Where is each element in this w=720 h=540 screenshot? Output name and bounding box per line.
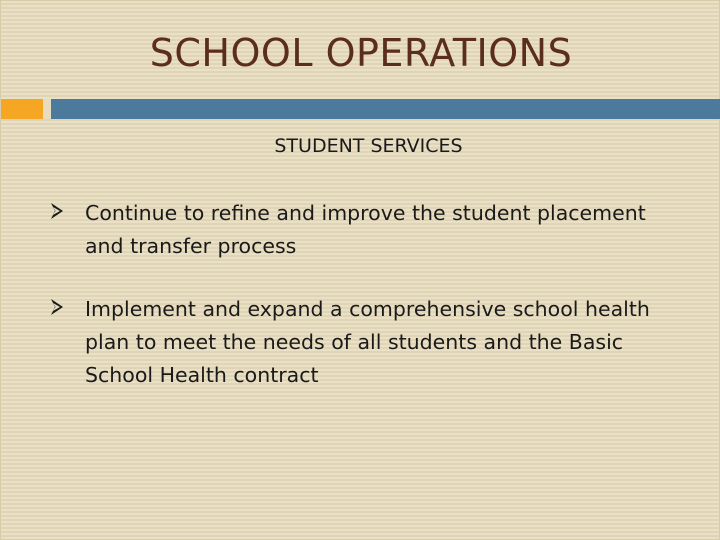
slide-subtitle: STUDENT SERVICES	[274, 135, 463, 157]
bullet-item	[1, 293, 720, 392]
accent-bar-gap	[43, 99, 51, 119]
bullet-item	[1, 197, 720, 263]
accent-bar-orange	[1, 99, 43, 119]
accent-bar-blue	[51, 99, 720, 119]
arrow-bullet-icon	[49, 296, 65, 318]
bullet-text: Implement and expand a comprehensive school health plan to meet the needs of all students and the Basic School Health contract	[85, 297, 650, 387]
slide-title: SCHOOL OPERATIONS	[149, 31, 573, 75]
arrow-bullet-icon	[49, 200, 65, 222]
bullet-list	[1, 197, 720, 422]
bullet-text: Continue to refine and improve the student placement and transfer process	[85, 201, 646, 258]
